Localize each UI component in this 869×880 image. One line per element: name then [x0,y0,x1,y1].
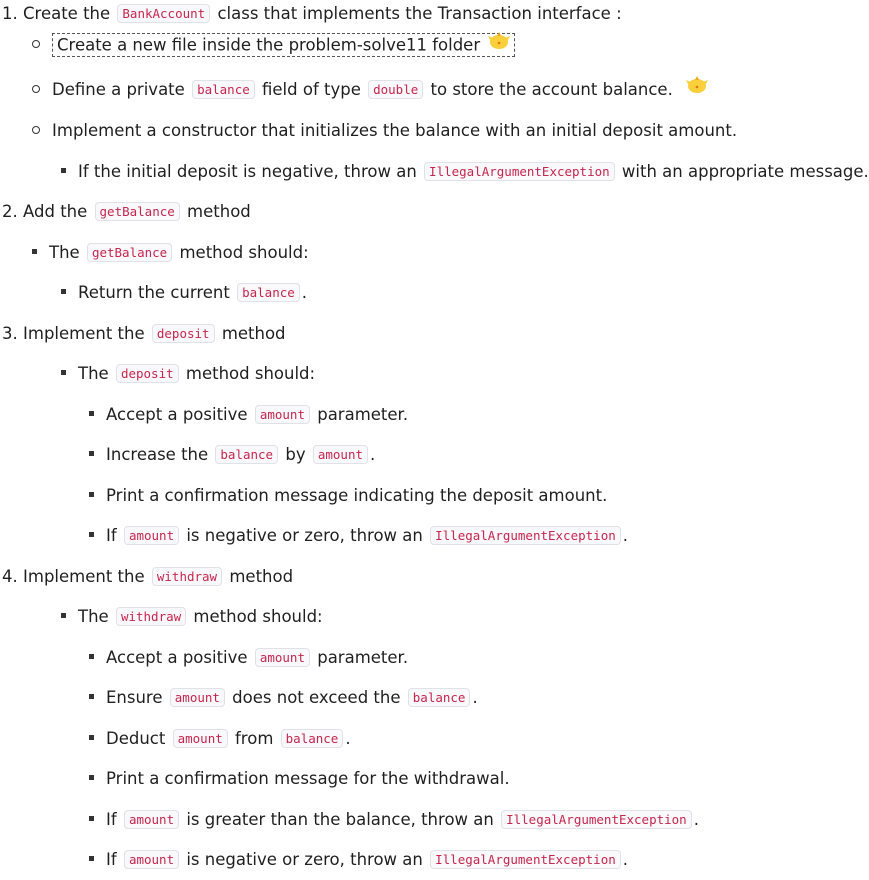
step-1-item-negative-deposit [61,159,869,185]
code-amount: amount [173,729,228,748]
step-3-item-print-confirmation [89,483,607,509]
square-bullet-icon [89,532,94,537]
chick-emoji-icon [686,76,708,102]
text: method [221,324,286,343]
text: The [78,364,109,383]
step-1-heading [2,1,622,27]
code-amount: amount [255,405,310,424]
text: method [229,567,294,586]
step-3-item-accept-amount [89,402,408,428]
text: Ensure [106,688,163,707]
square-bullet-icon [89,694,94,699]
circle-bullet-icon [32,126,40,134]
code-deposit: deposit [152,324,215,343]
code-deposit: deposit [116,364,179,383]
text: . [472,688,478,707]
step-number: 4. [2,567,18,586]
text: . [622,850,628,869]
text: is greater than the balance, throw an [186,810,494,829]
circle-bullet-icon [32,40,40,48]
square-bullet-icon [89,775,94,780]
text: Accept a positive [106,648,248,667]
text: Deduct [106,729,166,748]
square-bullet-icon [89,451,94,456]
step-1-item-constructor [32,118,737,144]
text: . [622,526,628,545]
text: If [106,850,117,869]
code-withdraw: withdraw [116,607,186,626]
code-balance: balance [408,688,471,707]
text: to store the account balance. [430,80,673,99]
square-bullet-icon [89,856,94,861]
square-bullet-icon [89,492,94,497]
text: does not exceed the [232,688,401,707]
text: parameter. [317,648,409,667]
step-4-item-accept-amount [89,645,408,671]
step-2-item-return-balance [61,280,307,306]
step-4-item-amount-greater [89,807,699,833]
step-3-heading [2,321,286,347]
text: with an appropriate message. [621,162,869,181]
text: field of type [262,80,361,99]
step-number: 1. [2,4,18,23]
text: method should: [179,243,309,262]
text: class that implements the Transaction interface : [217,4,622,23]
text: . [301,283,308,302]
step-4-item-ensure-amount [89,685,478,711]
square-bullet-icon [61,168,66,173]
step-1-item-balance-field [32,77,708,103]
text: method [187,202,251,221]
step-4-heading [2,564,293,590]
code-amount: amount [124,850,179,869]
code-bankaccount: BankAccount [117,4,210,23]
text: The [49,243,80,262]
text: . [345,729,351,748]
step-number: 3. [2,324,18,343]
step-4-item-negative-amount [89,847,628,873]
code-illegalargumentexception: IllegalArgumentException [501,810,692,829]
text: . [370,445,376,464]
code-amount: amount [170,688,225,707]
code-balance: balance [192,80,255,99]
code-amount: amount [255,648,310,667]
square-bullet-icon [61,370,66,375]
step-4-item-print-confirmation [89,766,510,792]
text: is negative or zero, throw an [186,850,423,869]
selected-text-box[interactable] [52,33,515,57]
square-bullet-icon [89,654,94,659]
text: is negative or zero, throw an [186,526,423,545]
text: Implement a constructor that initializes the balance with an initial deposit amount. [52,121,738,140]
code-amount: amount [124,526,179,545]
code-illegalargumentexception: IllegalArgumentException [424,162,615,181]
text: Implement the [23,567,145,586]
step-3-item-negative-amount [89,523,628,549]
square-bullet-icon [89,735,94,740]
text: Accept a positive [106,405,248,424]
step-4-item-method-should [61,604,323,630]
step-3-item-increase-balance [89,442,375,468]
text: The [78,607,109,626]
code-amount: amount [124,810,179,829]
code-balance: balance [215,445,278,464]
text: method should: [193,607,323,626]
text: Create the [23,4,111,23]
square-bullet-icon [89,411,94,416]
square-bullet-icon [61,613,66,618]
text: Return the current [78,283,230,302]
code-amount: amount [313,445,368,464]
step-number: 2. [2,202,18,221]
text: Print a confirmation message indicating the deposit amount. [106,486,608,505]
step-3-item-method-should [61,361,315,387]
text: parameter. [317,405,409,424]
code-illegalargumentexception: IllegalArgumentException [430,526,621,545]
text: If [106,810,117,829]
code-getbalance: getBalance [87,243,172,262]
step-2-item-method-should [32,240,309,266]
step-4-item-deduct-amount [89,726,351,752]
code-balance: balance [281,729,344,748]
circle-bullet-icon [32,85,40,93]
code-double: double [368,80,423,99]
text: If the initial deposit is negative, throw an [78,162,417,181]
step-1-item-create-file [32,32,515,58]
square-bullet-icon [32,249,37,254]
code-illegalargumentexception: IllegalArgumentException [430,850,621,869]
text: . [693,810,699,829]
text: Define a private [52,80,185,99]
square-bullet-icon [89,816,94,821]
text: Implement the [23,324,145,343]
chick-emoji-icon [488,32,510,56]
code-balance: balance [237,283,300,302]
text: Print a confirmation message for the withdrawal. [106,769,510,788]
text: method should: [185,364,316,383]
text: Create a new file inside the problem-solve11 folder [57,35,481,54]
code-getbalance: getBalance [95,202,180,221]
text: by [285,445,306,464]
step-2-heading [2,199,251,225]
code-withdraw: withdraw [152,567,222,586]
text: from [235,729,274,748]
text: Increase the [106,445,209,464]
text: If [106,526,117,545]
text: Add the [23,202,88,221]
square-bullet-icon [61,289,66,294]
